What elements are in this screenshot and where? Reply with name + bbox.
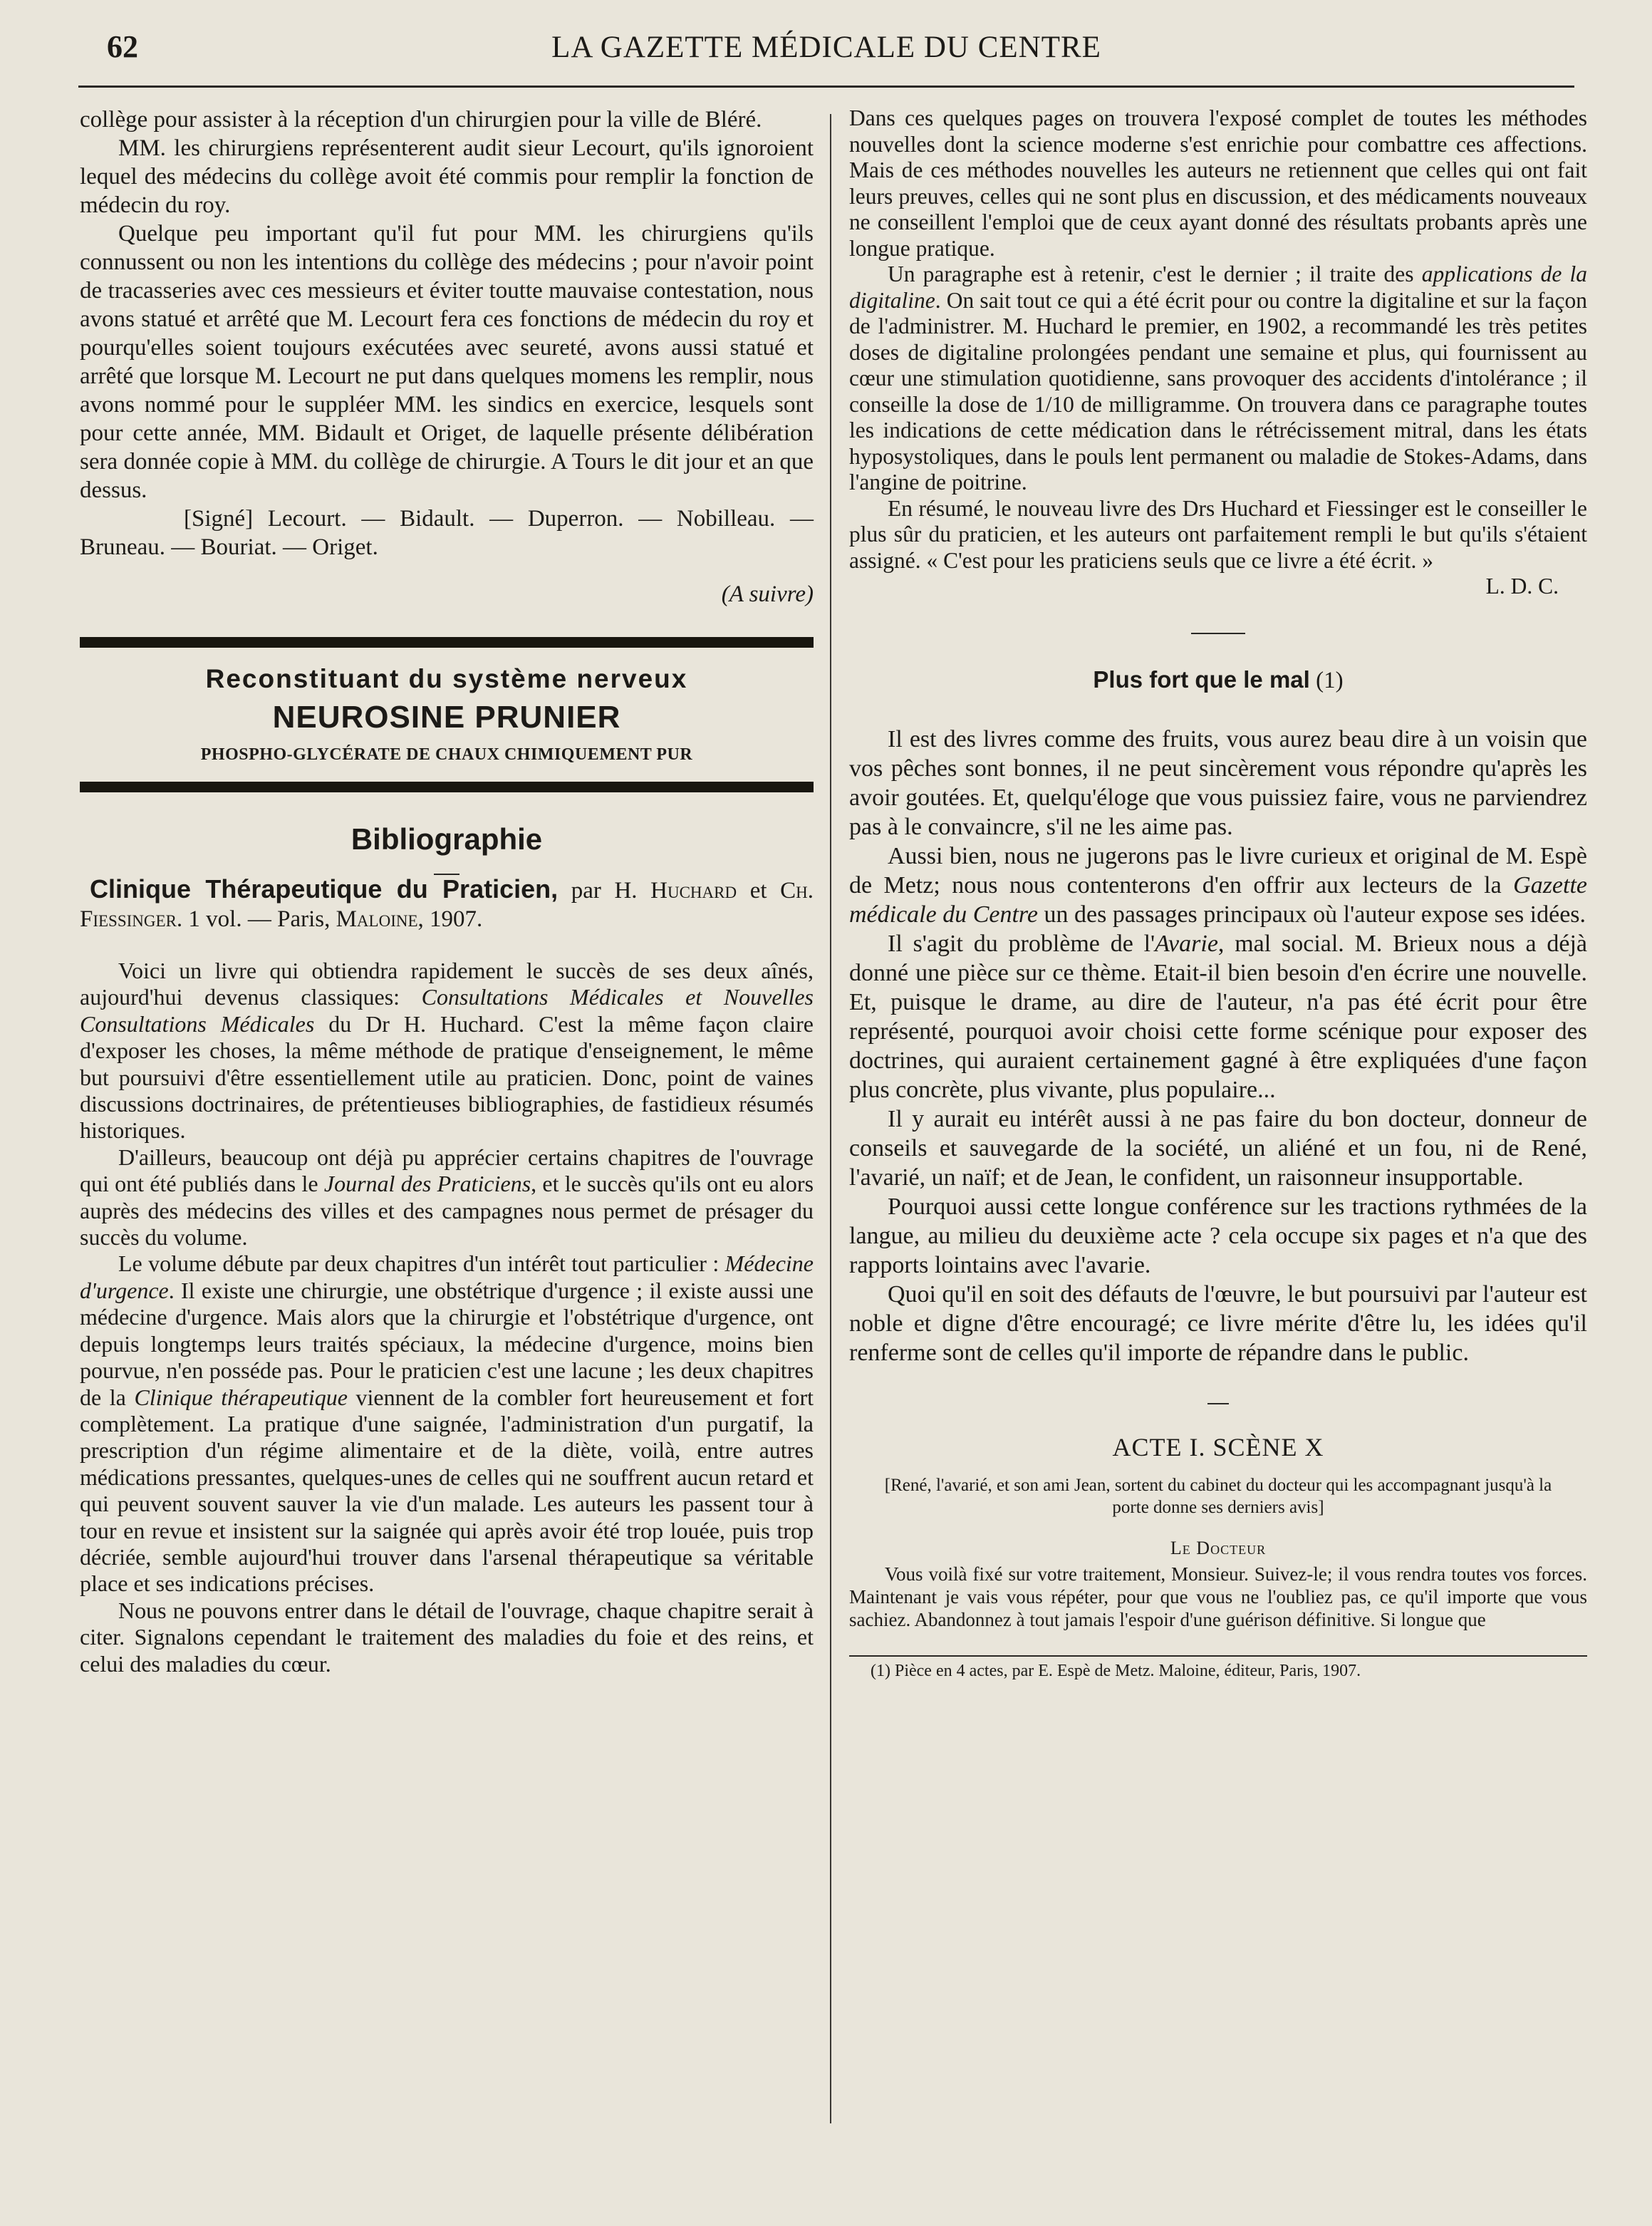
paragraph: D'ailleurs, beaucoup ont déjà pu apprécier certains chapitres de l'ouvrage qui ont été publiés dans le Journal des Praticiens, et le succès qu'ils ont eu alors auprès des médecins des villes et des campagnes nous permet de présager du succès du volume. bbox=[80, 1144, 814, 1251]
paragraph: collège pour assister à la réception d'un chirurgien pour la ville de Bléré. bbox=[80, 107, 762, 133]
stage-direction: [René, l'avarié, et son ami Jean, sortent du cabinet du docteur qui les accompagnant jusqu'à la porte donne ses derniers avis] bbox=[884, 1475, 1552, 1517]
left-column bbox=[80, 105, 814, 1677]
speaker-name: Le Docteur bbox=[1170, 1537, 1267, 1558]
paragraph: Quoi qu'il en soit des défauts de l'œuvre, le but poursuivi par l'auteur est noble et digne d'être encouragé; ce livre mérite d'être lu, les idées qu'il renferme sont de celles qu'il importe de répandre dans le public. bbox=[849, 1280, 1587, 1366]
play-review-title: Plus fort que le mal (1) bbox=[1093, 666, 1344, 693]
to-be-continued: (A suivre) bbox=[721, 581, 814, 607]
paragraph: Dans ces quelques pages on trouvera l'exposé complet de toutes les méthodes nouvelles dont la science moderne s'est enrichie pour combattre ces affections. Mais de ces méthodes nouvelles les auteurs ne retiennent que celles qui ont fait leurs preuves, celles qui ne sont plus en discussion, et des médicaments nouveaux ne conseillent l'emploi que de ceux ayant donné des résultats probants après une longue pratique. bbox=[849, 105, 1587, 261]
author-name: Ch. Fiessinger bbox=[80, 878, 814, 932]
paragraph: Il s'agit du problème de l'Avarie, mal social. M. Brieux nous a déjà donné une pièce sur ce thème. Etait-il bien besoin d'en écrire une nouvelle. Et, puisque le drame, au dire de l'auteur, n'a pas été écrit pour être représenté, pourquoi avoir choisi cette forme scénique pour exposer des doctrines, qui auraient certainement gagné à être expliquées d'une façon plus concrète, plus vivante, plus populaire... bbox=[849, 930, 1587, 1103]
ad-product-name: NEUROSINE PRUNIER bbox=[272, 700, 621, 735]
page-header bbox=[78, 29, 1574, 71]
author-initials: L. D. C. bbox=[1485, 574, 1559, 599]
advertisement bbox=[80, 637, 814, 792]
paragraph: Il est des livres comme des fruits, vous aurez beau dire à un voisin que vos pêches sont bonnes, il ne peut sincèrement vous répondre qu'après les avoir goutées. Et, quelqu'éloge que vous puissiez faire, vous ne parviendrez pas à le convaincre, s'il ne les aime pas. bbox=[849, 725, 1587, 840]
paragraph: MM. les chirurgiens représenterent audit sieur Lecourt, qu'ils ignoroient lequel des médecins du collège avoit été commis pour remplir la fonction de médecin du roy. bbox=[80, 135, 814, 218]
review-continuation bbox=[849, 105, 1587, 600]
article-separator bbox=[1191, 633, 1245, 634]
header-rule bbox=[78, 86, 1574, 88]
paragraph: Pourquoi aussi cette longue conférence sur les tractions rythmées de la langue, au milieu du deuxième acte ? cela occupe six pages et n'a que des rapports lointains avec l'avarie. bbox=[849, 1193, 1587, 1278]
act-scene-title: ACTE I. SCÈNE X bbox=[1112, 1432, 1324, 1461]
paragraph: En résumé, le nouveau livre des Drs Huchard et Fiessinger est le conseiller le plus sûr du praticien, et les auteurs ont parfaitement rempli le but qu'ils s'étaient assigné. « C'est pour les praticiens seuls que ce livre a été écrit. » bbox=[849, 495, 1587, 573]
dialogue-text: Vous voilà fixé sur votre traitement, Monsieur. Suivez-le; il vous rendra toutes vos forces. Maintenant je vais vous répéter, pour que vous ne l'oubliez pas, ce qu'il importe que vous sachiez. Abandonnez à tout jamais l'espoir d'une guérison définitive. Si longue que bbox=[849, 1563, 1587, 1630]
page-number: 62 bbox=[107, 29, 138, 64]
excerpt-separator bbox=[1207, 1403, 1229, 1404]
footnote: (1) Pièce en 4 actes, par E. Espè de Metz. Maloine, éditeur, Paris, 1907. bbox=[871, 1661, 1361, 1680]
ad-tagline: Reconstituant du système nerveux bbox=[205, 664, 688, 693]
paragraph: Aussi bien, nous ne jugerons pas le livre curieux et original de M. Espè de Metz; nous nous contenterons d'en offrir aux lecteurs de la Gazette médicale du Centre un des passages principaux où l'auteur expose ses idées. bbox=[849, 842, 1587, 928]
signatures: [Signé] Lecourt. — Bidault. — Duperron. — Nobilleau. — Bruneau. — Bouriat. — Origet. bbox=[80, 506, 814, 560]
paragraph: Il y aurait eu intérêt aussi à ne pas faire du bon docteur, donneur de conseils et sauvegarde de la société, un aliéné et un fou, ni de René, l'avarié, un naïf; et de Jean, le confident, un raisonneur insupportable. bbox=[849, 1105, 1587, 1191]
paragraph: Nous ne pouvons entrer dans le détail de l'ouvrage, chaque chapitre serait à citer. Signalons cependant le traitement des maladies du foie et des reins, et celui des maladies du cœur. bbox=[80, 1597, 814, 1677]
review-body bbox=[80, 958, 814, 1677]
publisher-name: Maloine bbox=[336, 906, 418, 932]
ad-product-description: PHOSPHO-GLYCÉRATE DE CHAUX CHIMIQUEMENT PUR bbox=[200, 745, 693, 764]
paragraph: Le volume débute par deux chapitres d'un intérêt tout particulier : Médecine d'urgence. Il existe une chirurgie, une obstétrique d'urgence ; il existe aussi une médecine d'urgence. Mais alors que la chirurgie et l'obstétrique d'urgence, ont depuis longtemps leurs traités spéciaux, la médecine d'urgence, moins bien pourvue, n'en posséde pas. Pour le praticien c'est une lacune ; les deux chapitres de la Clinique thérapeutique viennent de la combler fort heureusement et fort complètement. La pratique d'une saignée, l'administration d'un purgatif, la prescription d'un régime alimentaire et de la diète, voilà, entre autres médications pressantes, quelques-unes de celles qui ne souffrent aucun retard et qui peuvent souvent sauver la vie d'un malade. Les auteurs les passent tour à tour en revue et insistent sur la saignée qui après avoir été trop louée, puis trop décriée, semble aujourd'hui trouver dans l'arsenal thérapeutique sa véritable place et ses indications précises. bbox=[80, 1251, 814, 1597]
book-citation: Clinique Thérapeutique du Praticien, par H. Huchard et Ch. Fiessinger. 1 vol. — Paris, Maloine, 1907. bbox=[80, 874, 814, 932]
book-title: Clinique Thérapeutique du Praticien, bbox=[90, 874, 559, 904]
paragraph: Voici un livre qui obtiendra rapidement le succès de ses deux aînés, aujourd'hui devenus classiques: Consultations Médicales et Nouvelles Consultations Médicales du Dr H. Huchard. C'est la même façon claire d'exposer les choses, la même méthode de pratique d'enseignement, le même but poursuivi d'être essentiellement utile au praticien. Donc, point de vaines discussions doctrinaires, de prétentieuses bibliographies, de fastidieux résumés historiques. bbox=[80, 958, 814, 1144]
column-divider bbox=[830, 114, 831, 2123]
section-title: Bibliographie bbox=[350, 822, 543, 856]
ad-top-rule bbox=[80, 637, 814, 648]
right-column bbox=[849, 105, 1587, 1685]
author-name: H. Huchard bbox=[614, 878, 737, 904]
paragraph: Quelque peu important qu'il fut pour MM. les chirurgiens qu'ils connussent ou non les intentions du collège des médecins ; pour n'avoir point de tracasseries avec ces messieurs et éviter toutte mauvaise contestation, nous avons statué et arrêté que M. Lecourt fera ces fonctions de médecin du roy et pourqu'elles soient toujours exécutées avec seureté, avons aussi statué et arrêté que lorsque M. Lecourt ne put dans quelques momens les remplir, nous avons nommé pour le suppléer MM. les sindics en exercice, lesquels sont pour cette année, MM. Bidault et Origet, de laquelle présente délibération sera donnée copie à MM. du collège de chirurgie. A Tours le dit jour et an que dessus. bbox=[80, 221, 814, 503]
play-review-body bbox=[849, 725, 1587, 1367]
paragraph: Un paragraphe est à retenir, c'est le dernier ; il traite des applications de la digitaline. On sait tout ce qui a été écrit pour ou contre la digitaline et sur la façon de l'administrer. M. Huchard le premier, en 1902, a recommandé les très petites doses de digitaline prolongées pendant une semaine et plus, qui fournissent au cœur une stimulation quotidienne, sans provoquer des accidents d'intolérance ; il conseille la dose de 1/10 de milligramme. On trouvera dans ce paragraphe toutes les indications de cette médication dans le rétrécissement mitral, dans les états hyposystoliques, dans le pouls lent permanent ou maladie de Stokes-Adams, dans l'angine de poitrine. bbox=[849, 262, 1587, 495]
journal-title: LA GAZETTE MÉDICALE DU CENTRE bbox=[551, 31, 1101, 64]
ad-bottom-rule bbox=[80, 782, 814, 792]
